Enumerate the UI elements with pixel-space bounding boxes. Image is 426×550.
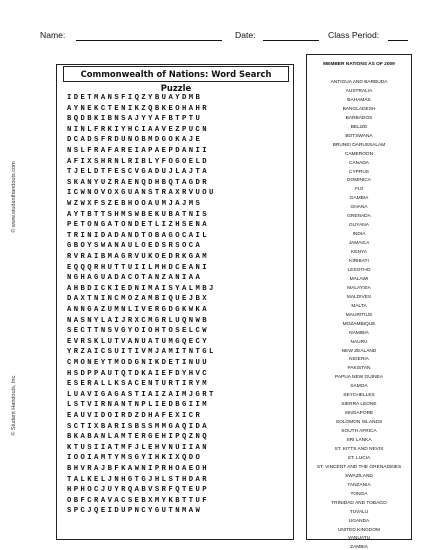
grid-row: SPCJQEIDUPNCYGUTNMAW [67, 507, 203, 516]
member-nation: MALAYSIA [347, 285, 371, 291]
member-nation: BANGLADESH [342, 106, 376, 112]
member-nation: VANUATU [347, 536, 371, 542]
grid-row: ANNGAZUMNLIVERGDGKWKA [67, 306, 210, 314]
class-period-line[interactable] [388, 40, 408, 41]
member-nation: FIJI [355, 187, 363, 193]
member-nation: GRENADA [347, 214, 371, 220]
grid-row: DCADSFRDUNOBMDGOKAJE [67, 136, 203, 145]
name-line[interactable] [76, 40, 222, 41]
member-nation: PAKISTAN [347, 366, 371, 372]
member-nation: MALDIVES [346, 294, 372, 300]
member-nation: UNITED KINGDOM [337, 527, 381, 533]
puzzle-title: Commonwealth of Nations: Word Search Puzzle [63, 66, 289, 82]
member-nation: TRINIDAD AND TOBAGO [331, 500, 387, 506]
member-nation: SWAZILAND [345, 473, 373, 479]
header [30, 30, 408, 46]
member-nation: TONGA [350, 491, 368, 497]
copyright-credit: © Student Handouts, Inc. [11, 374, 17, 436]
member-nation: CYPRUS [349, 169, 369, 175]
grid-row: EVRSKLUTVANUATUMGQECY [67, 337, 210, 346]
grid-row: NASNYLAIJRXCMGRLUQNWB [67, 316, 210, 325]
grid-row: LSTVIRNANTNPLIEDBGIIM [67, 401, 210, 410]
grid-row: KTUSIIATMFJLEHVNUIIAN [67, 443, 210, 452]
grid-row: AYTBTTSHMSWBEKUBATNIS [67, 210, 210, 219]
grid-row: DAXTNINCMOZAMBIQUEJBX [67, 295, 210, 304]
member-nation: TANZANIA [347, 482, 371, 488]
member-nation: BARBADOS [345, 115, 373, 121]
member-nation: BAHAMAS [347, 97, 371, 103]
grid-row: TALKELJNHGTGJHLSTHDAR [67, 475, 210, 484]
grid-row: AYNEKCTENIKZQBKEOHAHR [67, 104, 210, 113]
left-sidebar [6, 110, 20, 530]
member-nation: ZAMBIA [350, 545, 368, 550]
grid-row: BQDBKIBNSAJYYAFBTPTU [67, 115, 203, 124]
member-nation: AUSTRALIA [345, 88, 373, 94]
member-nation: ST. LUCIA [347, 455, 371, 461]
grid-row: OBFCRAVACSEBXMYKBTTUF [67, 496, 210, 505]
grid-row: PETONGATONDETLIZHSENA [67, 221, 210, 230]
date-line[interactable] [263, 40, 319, 41]
grid-row: AFIXSHRNLRIBLYFOGOELD [67, 157, 210, 166]
member-nation: KENYA [351, 250, 367, 256]
member-nation: NEW ZEALAND [341, 348, 377, 354]
grid-row: YRZAICSUITIVMJAMITNTGL [67, 348, 216, 357]
member-nation: SAMOA [350, 384, 368, 390]
grid-row: NINLFRKIYHCIAAVEZPUCN [67, 125, 210, 134]
grid-row: AHBDICKIEDNIMAISYALMBJ [67, 284, 216, 293]
grid-row: SKANYUZRAENQDHBQTAGDR [67, 178, 210, 187]
member-nation: LESOTHO [347, 267, 371, 273]
grid-row: TRINIDADANDTOBAGOCAIL [67, 231, 210, 240]
member-nation: ST. KITTS AND NEVIS [334, 446, 384, 452]
member-nation: INDIA [352, 232, 366, 238]
grid-row: IOOIAMTYMSGYIHKIXQDO [67, 454, 203, 463]
grid-row: BHVRAJBFKAWNIPRHOAEOH [67, 465, 210, 473]
member-nation: SIERRA LEONE [341, 402, 377, 408]
member-nation: SRI LANKA [346, 438, 372, 443]
grid-row: RVRAIBMAGRVUKOEDRKGAM [67, 253, 210, 261]
member-nation: SINGAPORE [344, 411, 374, 417]
member-nation: MAURITIUS [345, 312, 373, 318]
grid-row: SECTTNSVGYOIOHTOSELCW [67, 327, 210, 336]
grid-row: TJELDTFESCVGADUJLAJTA [67, 168, 210, 177]
member-nation: ST. VINCENT AND THE GRENADINES [316, 464, 402, 470]
name-label: Name: [40, 30, 66, 40]
member-nation: SEYCHELLES [343, 393, 375, 399]
member-nation: TUVALU [349, 509, 369, 515]
member-nation: PAPUA NEW GUINEA [335, 375, 383, 381]
member-nation: NAURU [350, 339, 368, 345]
member-nation: BOTSWANA [345, 133, 373, 139]
grid-row: HSDPPAUTQTDKAIEFDYHVC [67, 369, 210, 378]
member-nation: ANTIGUA AND BARBUDA [330, 80, 388, 85]
member-nation: CANADA [349, 160, 369, 166]
grid-row: EQQQRHUTTUIILMHDCEANI [67, 263, 210, 272]
member-nation: JAMAICA [348, 241, 370, 247]
grid-row: EAUVIDOIRDZDHAFEXICR [67, 412, 203, 420]
member-nation: SOLOMON ISLANDS [335, 420, 383, 426]
member-nations-list [306, 54, 412, 550]
grid-row: ICWNOVOXGUANSTRAXRVUOU [67, 189, 216, 198]
member-nation: GHANA [350, 205, 368, 211]
grid-row: HPHOCJUYRQABVSRFQTEUP [67, 486, 210, 495]
member-nation: CAMEROON [344, 151, 374, 157]
member-nation: SOUTH AFRICA [341, 429, 377, 435]
grid-row: SCTIXBARISBSSMMGAQIDA [67, 422, 210, 431]
grid-row: NSLFRAFAREIAPAEPDANII [67, 147, 210, 155]
grid-row: IDETMANSFIQZYBUAYDMB [67, 94, 203, 102]
member-nation: GUYANA [349, 223, 369, 229]
member-nation: UGANDA [348, 518, 370, 524]
grid-row: ESERALLKSACENTURTIRYM [67, 380, 210, 389]
website-credit: © www.studenthandouts.com [11, 161, 17, 233]
list-title: MEMBER NATIONS AS OF 2009 [323, 62, 395, 67]
grid-row: NGHAGUADACOTANZANIAA [67, 274, 203, 283]
member-nation: DOMINICA [347, 178, 371, 184]
member-nation: BRUNEI DARUSSALAM [332, 142, 386, 148]
member-nation: NAMIBIA [349, 330, 369, 336]
member-nation: MALAWI [349, 276, 369, 282]
grid-row: CMONEYTMODGNIKDETINUU [67, 359, 210, 367]
date-label: Date: [235, 30, 256, 40]
member-nation: GAMBIA [349, 196, 369, 202]
grid-row: WZWXFSZEBHOOAUMJAJMS [67, 200, 203, 208]
member-nation: MALTA [351, 303, 367, 309]
member-nation: NIGERIA [349, 357, 369, 363]
member-nation: KIRIBATI [349, 259, 369, 264]
word-search-grid [67, 95, 279, 525]
member-nation: MOZAMBIQUE [342, 321, 376, 327]
grid-row: LUAVIGAGASTIAIZAIMJGRT [67, 390, 216, 399]
grid-row: GBOYSWANAULOEDSRSOCA [67, 242, 203, 251]
member-nation: BELIZE [350, 124, 368, 130]
class-period-label: Class Period: [328, 30, 380, 40]
grid-row: BKABANLAMTERGEHIPQZNQ [67, 433, 210, 442]
